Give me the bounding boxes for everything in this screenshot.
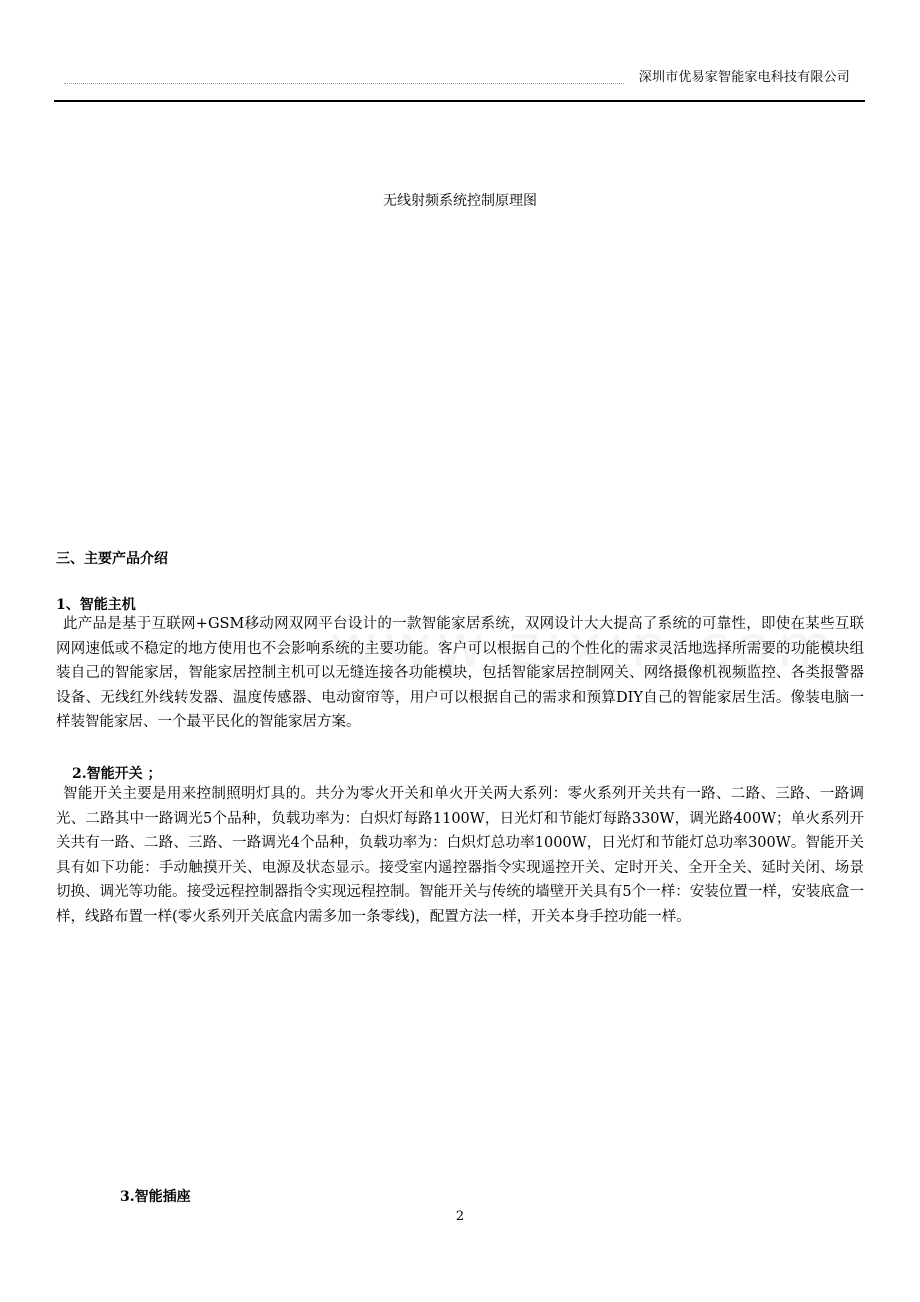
- product-heading-switch: 2.智能开关 ；: [72, 766, 162, 782]
- header-decorative-line: [64, 79, 624, 84]
- section-heading: 三、主要产品介绍: [56, 551, 168, 567]
- page-number: 2: [455, 1209, 465, 1224]
- product-heading-host: 1、智能主机: [56, 597, 136, 613]
- product-heading-socket: 3.智能插座: [120, 1189, 191, 1205]
- product-description-host: 此产品是基于互联网+GSM移动网双网平台设计的一款智能家居系统，双网设计大大提高了系统的可靠性，即使在某些互联网网速低或不稳定的地方使用也不会影响系统的主要功能。客户可以根据自己的个性化的需求灵活地选择所需要的功能模块组装自己的智能家居，智能家居控制主机可以无缝连接各功能模块，包括智能家居控制网关、网络摄像机视频监控、各类报警器设备、无线红外线转发器、温度传感器、电动窗帘等，用户可以根据自己的需求和预算DIY自己的智能家居生活。像装电脑一样装智能家居、一个最平民化的智能家居方案。: [56, 616, 864, 730]
- diagram-caption: 无线射频系统控制原理图: [383, 193, 537, 209]
- product-description-switch: 智能开关主要是用来控制照明灯具的。共分为零火开关和单火开关两大系列：零火系列开关共有一路、二路、三路、一路调光、二路其中一路调光5个品种，负载功率为：白炽灯每路1100W，日光灯和节能灯每路330W，调光路400W；单火系列开关共有一路、二路、三路、一路调光4个品种，负载功率为：白炽灯总功率1000W，日光灯和节能灯总功率300W。智能开关具有如下功能：手动触摸开关、电源及状态显示。接受室内遥控器指令实现遥控开关、定时开关、全开全关、延时关闭、场景切换、调光等功能。接受远程控制器指令实现远程控制。智能开关与传统的墙壁开关具有5个一样：安装位置一样，安装底盒一样，线路布置一样(零火系列开关底盒内需多加一条零线)，配置方法一样，开关本身手控功能一样。: [56, 786, 864, 925]
- header-company-name: 深圳市优易家智能家电科技有限公司: [638, 70, 850, 85]
- header-rule: [54, 100, 865, 102]
